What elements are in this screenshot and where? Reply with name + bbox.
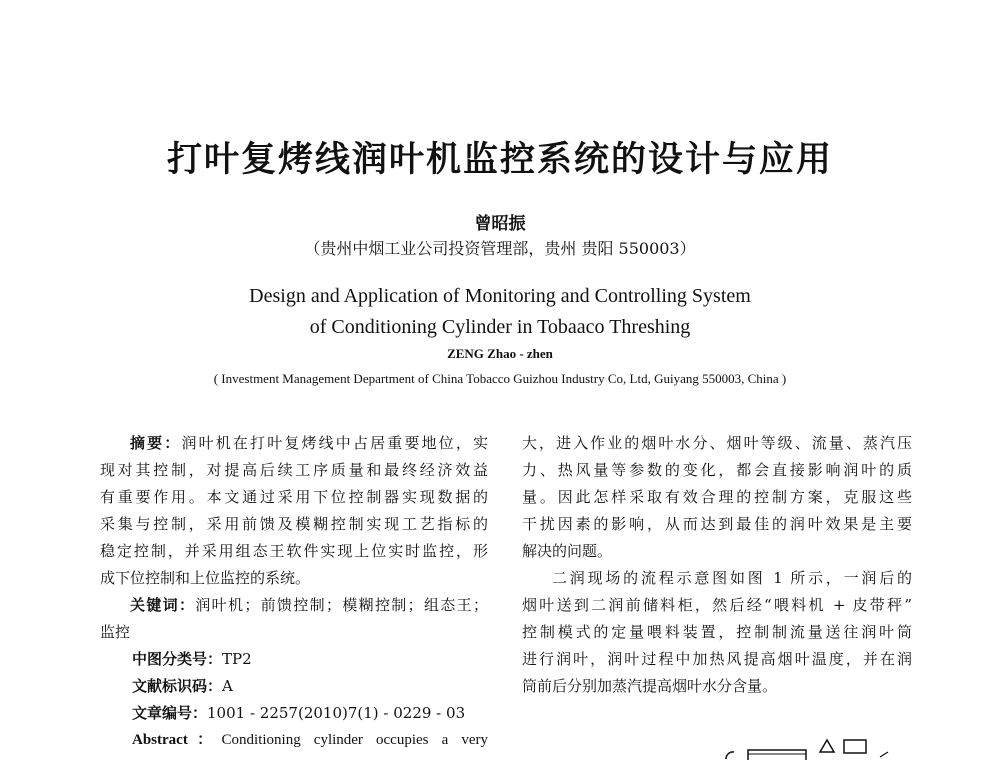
author-en: ZENG Zhao - zhen bbox=[447, 346, 553, 361]
body-line: 进行润叶，润叶过程中加热风提高烟叶温度，并在润 bbox=[522, 650, 912, 668]
author-cn: 曾昭振 bbox=[474, 214, 526, 234]
abstract-line: 有重要作用。本文通过采用下位控制器实现数据的 bbox=[100, 488, 488, 506]
body-line: 筒前后分别加蒸汽提高烟叶水分含量。 bbox=[522, 677, 778, 695]
body-line: 二润现场的流程示意图如图 1 所示，一润后的 bbox=[552, 569, 912, 587]
keywords-label: 关键词： bbox=[130, 596, 196, 614]
abstract-line: 成下位控制和上位监控的系统。 bbox=[100, 569, 311, 587]
keywords-line: 监控 bbox=[100, 623, 131, 641]
body-line: 控制模式的定量喂料装置，控制制流量送往润叶筒 bbox=[522, 623, 912, 641]
clc-label: 中图分类号： bbox=[132, 650, 223, 668]
body-line: 量。因此怎样采取有效合理的控制方案，克服这些 bbox=[522, 488, 912, 506]
article-number-value: 1001 - 2257(2010)7(1) - 0229 - 03 bbox=[207, 704, 466, 722]
affiliation-cn: （贵州中烟工业公司投资管理部，贵州 贵阳 550003） bbox=[304, 239, 696, 258]
abstract-line: 现对其控制，对提高后续工序质量和最终经济效益 bbox=[100, 461, 488, 479]
body-line: 力、热风量等参数的变化，都会直接影响润叶的质 bbox=[522, 461, 912, 479]
article-number-line bbox=[100, 700, 488, 727]
right-column bbox=[522, 430, 912, 700]
paper-title-cn: 打叶复烤线润叶机监控系统的设计与应用 bbox=[166, 139, 833, 180]
en-abstract-line bbox=[100, 727, 488, 754]
paper-title-en-line2: of Conditioning Cylinder in Tobaaco Threshing bbox=[309, 316, 691, 338]
keywords-value: 润叶机；前馈控制；模糊控制；组态王； bbox=[195, 596, 488, 614]
article-number-label: 文章编号： bbox=[132, 704, 208, 722]
abstract-label: 摘要： bbox=[130, 434, 182, 452]
abstract-line: 稳定控制，并采用组态王软件实现上位实时监控，形 bbox=[100, 542, 488, 560]
body-line: 烟叶送到二润前储料柜，然后经“喂料机 + 皮带秤” bbox=[522, 596, 912, 614]
clc-value: TP2 bbox=[222, 650, 252, 668]
body-line: 干扰因素的影响，从而达到最佳的润叶效果是主要 bbox=[522, 515, 912, 533]
en-abstract-label: Abstract： bbox=[132, 732, 222, 748]
en-abstract-text: Conditioning cylinder occupies a very bbox=[221, 732, 488, 748]
abstract-line: 采集与控制，采用前馈及模糊控制实现工艺指标的 bbox=[100, 515, 488, 533]
keywords-line bbox=[100, 592, 488, 619]
doc-code-label: 文献标识码： bbox=[132, 677, 223, 695]
figure-fragment bbox=[720, 738, 890, 760]
body-line: 解决的问题。 bbox=[522, 542, 613, 560]
body-line: 大，进入作业的烟叶水分、烟叶等级、流量、蒸汽压 bbox=[522, 434, 912, 452]
clc-line bbox=[100, 646, 488, 673]
left-column bbox=[100, 430, 488, 754]
abstract-line: 摘要：润叶机在打叶复烤线中占居重要地位，实 bbox=[130, 434, 488, 452]
doc-code-value: A bbox=[222, 677, 233, 695]
affiliation-en: ( Investment Management Department of China Tobacco Guizhou Industry Co, Ltd, Guiyang 550003, China ) bbox=[213, 371, 787, 386]
paper-title-en-line1: Design and Application of Monitoring and Controlling System bbox=[249, 285, 751, 307]
doc-code-line bbox=[100, 673, 488, 700]
